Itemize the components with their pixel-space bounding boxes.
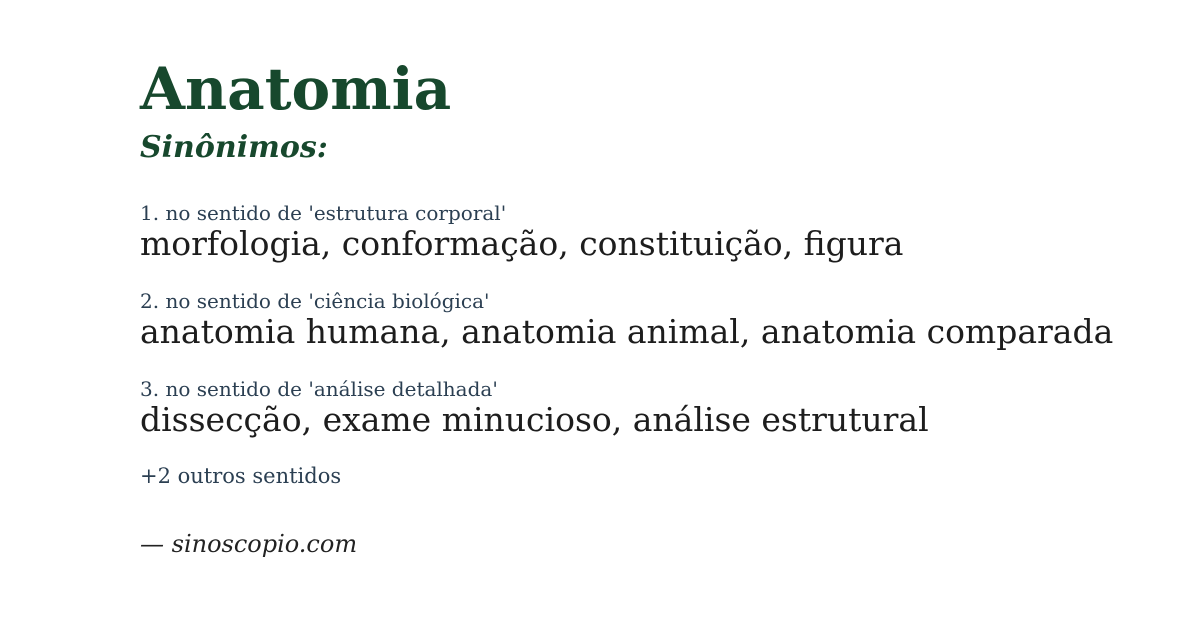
sense-2-label: 2. no sentido de 'ciência biológica' — [140, 289, 490, 313]
sense-entry-3 — [140, 377, 1150, 439]
sense-3-label: 3. no sentido de 'análise detalhada' — [140, 377, 498, 401]
sense-2-synonyms: anatomia humana, anatomia animal, anatomia comparada — [140, 312, 1114, 351]
entry-word-title: Anatomia — [140, 55, 452, 123]
sense-entry-1 — [140, 201, 1150, 263]
sense-1-synonyms: morfologia, conformação, constituição, figura — [140, 224, 904, 263]
source-attribution: — sinoscopio.com — [140, 530, 358, 558]
sense-entry-2 — [140, 289, 1150, 351]
sense-3-synonyms: dissecção, exame minucioso, análise estrutural — [140, 400, 929, 439]
synonyms-card — [140, 56, 1150, 559]
sense-1-label: 1. no sentido de 'estrutura corporal' — [140, 201, 507, 225]
more-senses-note: +2 outros sentidos — [140, 464, 342, 488]
synonyms-heading: Sinônimos: — [140, 130, 328, 165]
